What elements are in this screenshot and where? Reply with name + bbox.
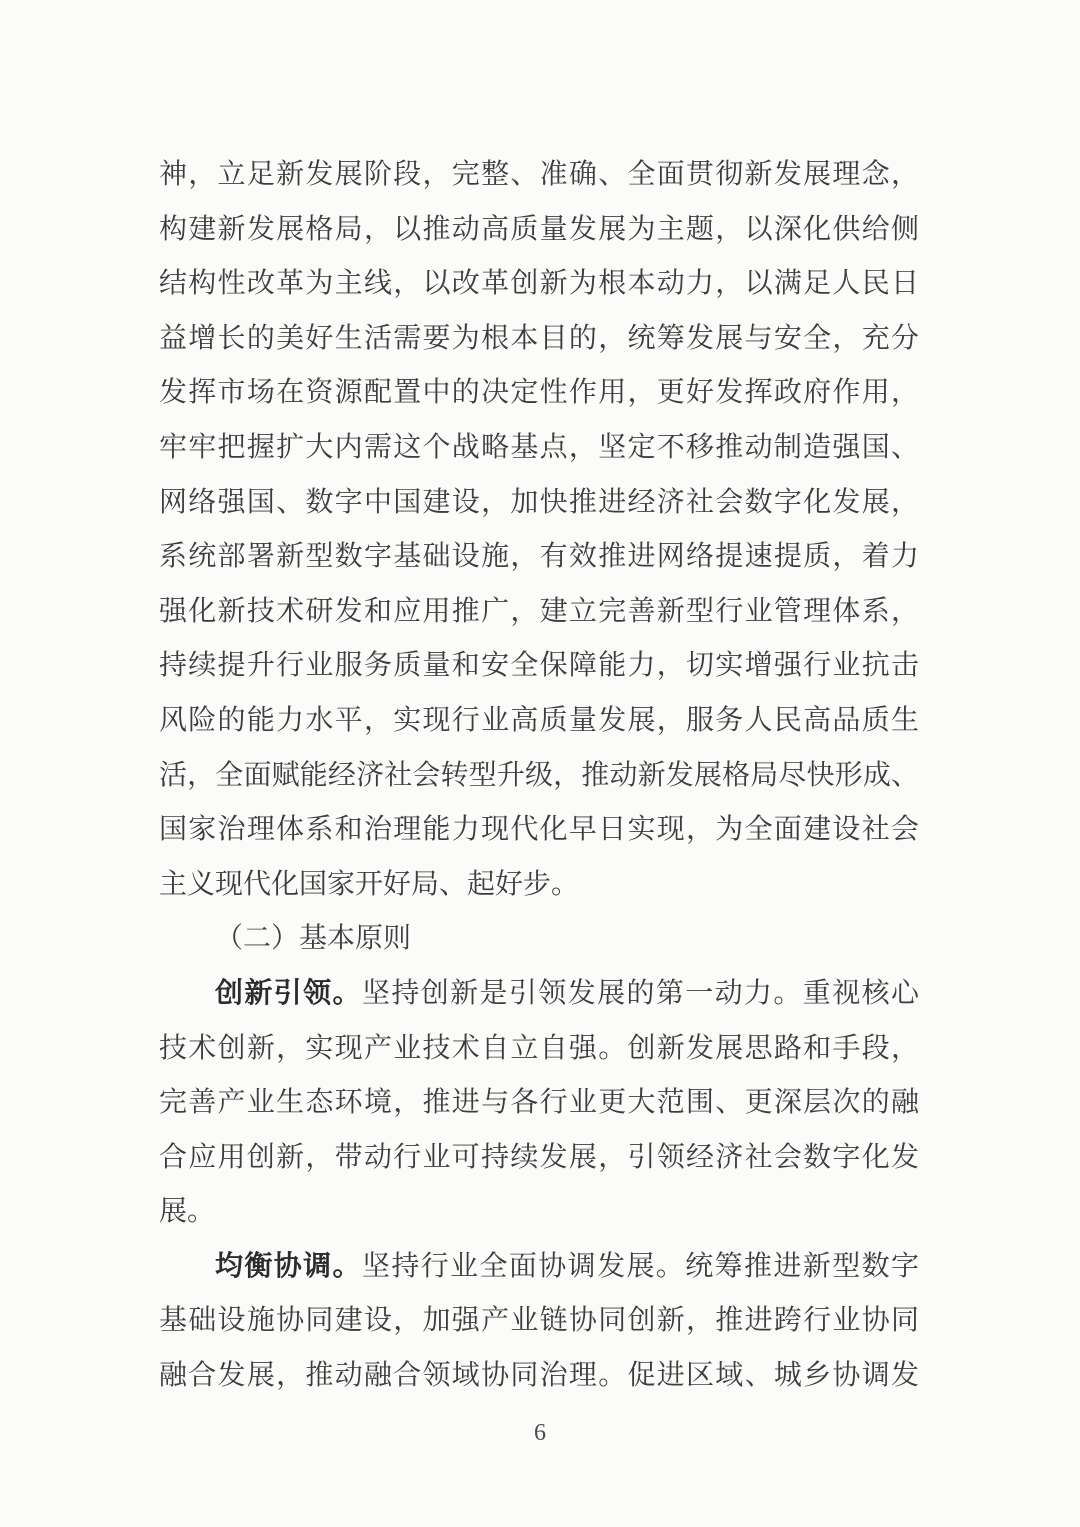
line-text: 技术创新，实现产业技术自立自强。创新发展思路和手段， [159,1032,919,1064]
line-text: 神，立足新发展阶段，完整、准确、全面贯彻新发展理念， [159,159,919,190]
line-text: （二）基本原则 [215,923,412,955]
text-line [159,529,919,584]
text-line [159,256,919,311]
line-text: 展。 [159,1196,216,1228]
paragraph-last-line [159,1184,919,1239]
line-text: 发挥市场在资源配置中的决定性作用，更好发挥政府作用， [159,377,919,409]
text-line [159,1293,919,1348]
line-text: 牢牢把握扩大内需这个战略基点，坚定不移推动制造强国、 [159,431,919,463]
text-line [159,748,919,803]
line-text: 坚持行业全面协调发展。统筹推进新型数字 [361,1250,919,1282]
line-text: 国家治理体系和治理能力现代化早日实现，为全面建设社会 [159,814,919,846]
paragraph-last-line [159,857,919,912]
section-heading [159,911,919,966]
text-line [159,1239,919,1294]
line-text: 构建新发展格局，以推动高质量发展为主题，以深化供给侧 [159,213,919,245]
line-text: 风险的能力水平，实现行业高质量发展，服务人民高品质生 [159,704,919,736]
text-line [159,1130,919,1185]
text-line [159,638,919,693]
text-line [159,802,919,857]
text-block [159,147,919,1403]
text-line [159,966,919,1021]
line-text: 强化新技术研发和应用推广，建立完善新型行业管理体系， [159,595,919,627]
bold-run-in: 创新引领。 [215,976,362,1008]
text-line [159,365,919,420]
line-text: 益增长的美好生活需要为根本目的，统筹发展与安全，充分 [159,322,919,354]
line-text: 结构性改革为主线，以改革创新为根本动力，以满足人民日 [159,268,919,300]
line-text: 完善产业生态环境，推进与各行业更大范围、更深层次的融 [159,1087,919,1119]
text-line [159,1348,919,1403]
line-text: 活，全面赋能经济社会转型升级，推动新发展格局尽快形成、 [159,759,919,791]
line-text: 基础设施协同建设，加强产业链协同创新，推进跨行业协同 [159,1305,919,1337]
text-line [159,1075,919,1130]
text-line [159,202,919,257]
text-line [159,147,919,202]
line-text: 合应用创新，带动行业可持续发展，引领经济社会数字化发 [159,1141,919,1173]
text-line [159,475,919,530]
text-line [159,311,919,366]
line-text: 融合发展，推动融合领域协同治理。促进区域、城乡协调发 [159,1360,919,1392]
bold-run-in: 均衡协调。 [215,1249,362,1281]
text-line [159,420,919,475]
text-line [159,693,919,748]
line-text: 坚持创新是引领发展的第一动力。重视核心 [361,977,919,1009]
line-text: 系统部署新型数字基础设施，有效推进网络提速提质，着力 [159,541,919,573]
line-text: 网络强国、数字中国建设，加快推进经济社会数字化发展， [159,486,919,518]
page-number: 6 [534,1420,546,1446]
text-line [159,584,919,639]
line-text: 持续提升行业服务质量和安全保障能力，切实增强行业抗击 [159,650,919,682]
text-line [159,1021,919,1076]
line-text: 主义现代化国家开好局、起好步。 [159,868,580,900]
